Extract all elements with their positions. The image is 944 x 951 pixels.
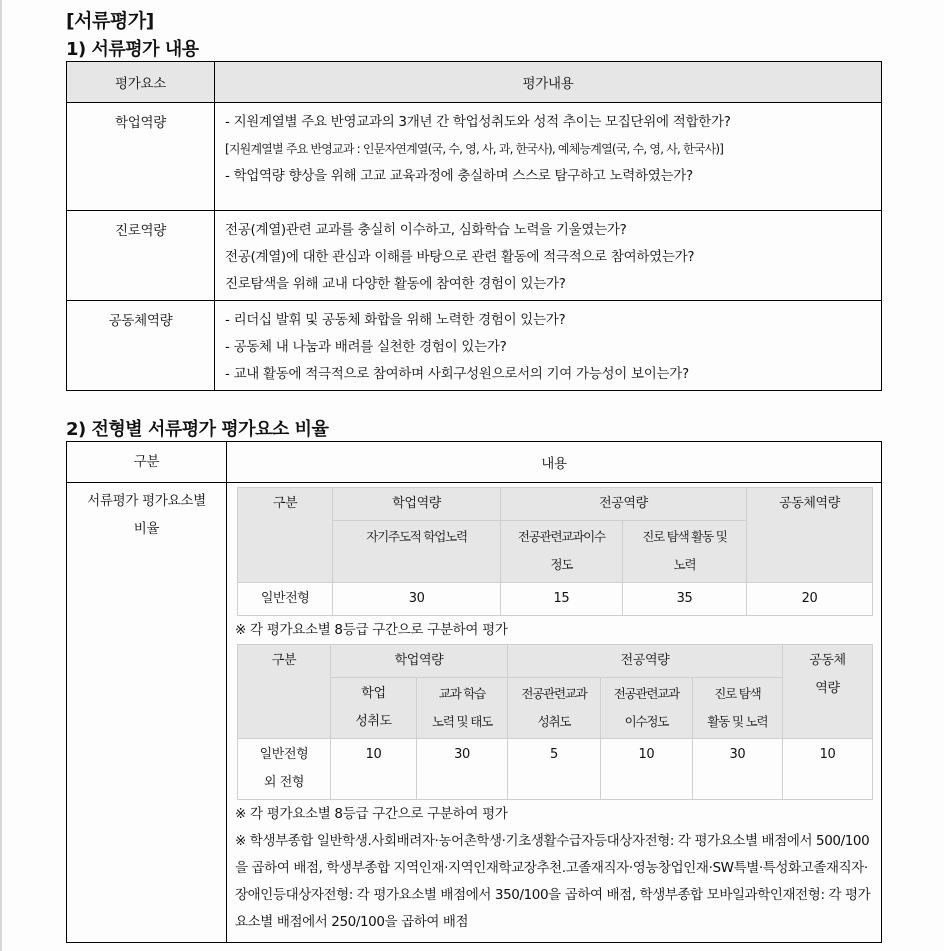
- row-content-career: [215, 211, 882, 301]
- table-row: [238, 739, 873, 800]
- group-community-line: 공동체: [809, 653, 846, 668]
- sub-line: 이수정도: [624, 714, 669, 729]
- row-element-academic: 학업역량: [67, 103, 215, 211]
- content-line: - 학업역량 향상을 위해 고교 교육과정에 충실하며 스스로 탐구하고 노력하였는가?: [225, 168, 693, 184]
- row-label-line: 서류평가 평가요소별: [87, 493, 206, 509]
- group-major: 전공역량: [508, 645, 783, 678]
- note-grading-2: ※ 각 평가요소별 8등급 구간으로 구분하여 평가: [235, 806, 508, 822]
- note-grading-1: ※ 각 평가요소별 8등급 구간으로 구분하여 평가: [235, 622, 508, 638]
- sub-line: 전공관련교과: [521, 686, 587, 701]
- sub-line: 전공관련교과: [613, 686, 680, 701]
- ratio-subtable-general: [237, 487, 873, 616]
- row-label-line: 외 전형: [263, 775, 305, 790]
- group-academic: 학업역량: [330, 645, 507, 678]
- document-title: [서류평가]: [66, 10, 154, 32]
- sub-3: [508, 678, 601, 739]
- ratio-subtable-other: [237, 644, 873, 800]
- content-line: [지원계열별 주요 반영교과 : 인문자연계열(국, 수, 영, 사, 과, 한국사), 예체능계열(국, 수, 영, 사, 한국사)]: [225, 142, 724, 156]
- sub-4: [600, 678, 692, 739]
- table-header-row: [67, 442, 882, 483]
- sub-2: [417, 678, 508, 739]
- group-community: 공동체역량: [746, 488, 872, 583]
- sub-line: 활동 및 노력: [707, 714, 768, 729]
- value-cell: 10: [330, 739, 416, 800]
- sub-line: 교과 학습: [438, 686, 486, 701]
- header-element: 평가요소: [67, 62, 215, 103]
- row-content-academic: [215, 103, 882, 211]
- value-cell: 35: [622, 583, 746, 616]
- table-header-row: [67, 62, 882, 103]
- sub-line: 성취도: [355, 714, 392, 729]
- row-content-community: [215, 301, 882, 391]
- value-cell: 10: [600, 739, 692, 800]
- value-cell: 15: [500, 583, 622, 616]
- row-element-community: 공동체역량: [67, 301, 215, 391]
- evaluation-content-table: [66, 61, 882, 391]
- row-label-other: [238, 739, 331, 800]
- sub-1: [330, 678, 416, 739]
- sub-5: [692, 678, 782, 739]
- content-line: - 공동체 내 나눔과 배려를 실천한 경험이 있는가?: [225, 339, 507, 355]
- table-row: [67, 301, 882, 391]
- row-label: [67, 483, 227, 943]
- sub-line: 진로 탐색: [714, 686, 761, 701]
- header-category: 구분: [67, 442, 227, 483]
- sub-academic: 자기주도적 학업노력: [333, 521, 501, 583]
- value-cell: 30: [333, 583, 501, 616]
- header-content: 평가내용: [215, 62, 882, 103]
- content-line: - 리더십 발휘 및 공동체 화합을 위해 노력한 경험이 있는가?: [225, 312, 566, 328]
- note-score-multiplier: ※ 학생부종합 일반학생.사회배려자·농어촌학생·기초생활수급자등대상자전형: 각 평가요소별 배점에서 500/100을 곱하여 배점, 학생부종합 지역인재·지역인재학교장추천.고졸재직자·영농창업인재·SW특별·특성화고졸재직자·장애인등대상자전형: 각 평가요소별 배점에서 350/100을 곱하여 배점, 학생부종합 모바일과학인재전형: 각 평가요소별 배점에서 250/100을 곱하여 배점: [235, 833, 871, 930]
- value-cell: 30: [417, 739, 508, 800]
- content-line: 전공(계열)에 대한 관심과 이해를 바탕으로 관련 활동에 적극적으로 참여하였는가?: [225, 249, 695, 265]
- table-row: [238, 583, 873, 616]
- col-category: 구분: [238, 645, 331, 739]
- value-cell: 20: [746, 583, 872, 616]
- value-cell: 30: [692, 739, 782, 800]
- sub-major-2: [622, 521, 746, 583]
- value-cell: 5: [508, 739, 601, 800]
- table-row: [67, 483, 882, 943]
- section2-heading: 2) 전형별 서류평가 평가요소 비율: [66, 419, 329, 440]
- table-row: [67, 103, 882, 211]
- col-category: 구분: [238, 488, 333, 583]
- row-label-line: 비율: [133, 521, 160, 537]
- row-label-line: 일반전형: [259, 747, 309, 762]
- row-element-career: 진로역량: [67, 211, 215, 301]
- section1-heading: 1) 서류평가 내용: [66, 39, 199, 60]
- content-line: - 지원계열별 주요 반영교과의 3개년 간 학업성취도와 성적 추이는 모집단위에 적합한가?: [225, 114, 731, 130]
- header-content: 내용: [227, 442, 882, 483]
- content-line: - 교내 활동에 적극적으로 참여하며 사회구성원으로서의 기여 가능성이 보이는가?: [225, 366, 689, 382]
- group-major: 전공역량: [500, 488, 746, 521]
- sub-major-2-line: 진로 탐색 활동 및: [642, 529, 727, 544]
- sub-major-1-line: 정도: [550, 557, 573, 572]
- group-community: [782, 645, 872, 739]
- sub-line: 학업: [361, 686, 386, 701]
- table-row: [67, 211, 882, 301]
- sub-major-1: [500, 521, 622, 583]
- content-line: 진로탐색을 위해 교내 다양한 활동에 참여한 경험이 있는가?: [225, 276, 566, 292]
- ratio-table: [66, 441, 882, 943]
- sub-major-2-line: 노력: [673, 557, 696, 572]
- sub-line: 노력 및 태도: [432, 714, 492, 729]
- row-label-general: 일반전형: [238, 583, 333, 616]
- row-content: [227, 483, 882, 943]
- sub-major-1-line: 전공관련교과이수: [517, 529, 605, 544]
- group-community-line: 역량: [815, 681, 840, 696]
- sub-line: 성취도: [537, 714, 571, 729]
- content-line: 전공(계열)관련 교과를 충실히 이수하고, 심화학습 노력을 기울였는가?: [225, 222, 627, 238]
- value-cell: 10: [782, 739, 872, 800]
- group-academic: 학업역량: [333, 488, 501, 521]
